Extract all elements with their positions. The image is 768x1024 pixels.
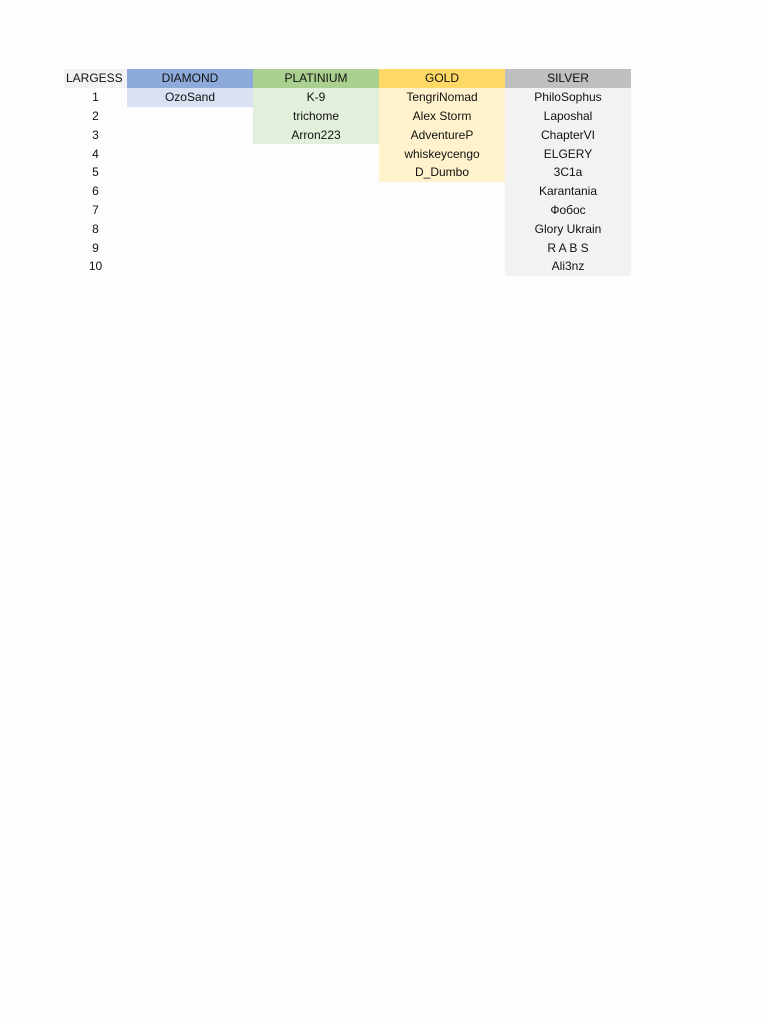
silver-cell: PhiloSophus bbox=[505, 88, 631, 107]
platinum-cell bbox=[253, 144, 379, 163]
diamond-cell bbox=[127, 201, 253, 220]
rank-cell: 8 bbox=[92, 221, 99, 236]
diamond-cell: OzoSand bbox=[127, 88, 253, 107]
platinum-cell bbox=[253, 219, 379, 238]
rank-cell: 2 bbox=[92, 108, 99, 123]
silver-cell: Karantania bbox=[505, 182, 631, 201]
rank-cell: 5 bbox=[92, 165, 99, 180]
gold-cell: AdventureP bbox=[379, 125, 505, 144]
rank-cell: 1 bbox=[92, 90, 99, 105]
platinum-cell: K-9 bbox=[253, 88, 379, 107]
header-silver: SILVER bbox=[505, 69, 631, 88]
gold-cell bbox=[379, 219, 505, 238]
platinum-cell bbox=[253, 163, 379, 182]
platinum-cell: Arron223 bbox=[253, 125, 379, 144]
platinum-cell bbox=[253, 257, 379, 276]
header-largess: LARGESS bbox=[64, 69, 127, 88]
diamond-cell bbox=[127, 107, 253, 126]
silver-cell: Ali3nz bbox=[505, 257, 631, 276]
platinum-cell bbox=[253, 182, 379, 201]
platinum-cell: trichome bbox=[253, 107, 379, 126]
gold-cell: whiskeycengo bbox=[379, 144, 505, 163]
silver-cell: R A B S bbox=[505, 238, 631, 257]
rank-cell: 3 bbox=[92, 127, 99, 142]
diamond-cell bbox=[127, 219, 253, 238]
platinum-cell bbox=[253, 238, 379, 257]
diamond-cell bbox=[127, 163, 253, 182]
silver-cell: 3C1a bbox=[505, 163, 631, 182]
diamond-cell bbox=[127, 257, 253, 276]
silver-cell: ELGERY bbox=[505, 144, 631, 163]
platinum-cell bbox=[253, 201, 379, 220]
silver-cell: Фобос bbox=[505, 201, 631, 220]
silver-cell: ChapterVI bbox=[505, 125, 631, 144]
diamond-cell bbox=[127, 182, 253, 201]
rank-cell: 9 bbox=[92, 240, 99, 255]
gold-cell bbox=[379, 201, 505, 220]
rank-cell: 6 bbox=[92, 184, 99, 199]
gold-cell bbox=[379, 257, 505, 276]
rank-cell: 10 bbox=[88, 259, 103, 274]
header-gold: GOLD bbox=[379, 69, 505, 88]
silver-cell: Laposhal bbox=[505, 107, 631, 126]
silver-cell: Glory Ukrain bbox=[505, 219, 631, 238]
gold-cell: Alex Storm bbox=[379, 107, 505, 126]
diamond-cell bbox=[127, 238, 253, 257]
gold-cell bbox=[379, 182, 505, 201]
diamond-cell bbox=[127, 125, 253, 144]
rank-cell: 4 bbox=[92, 146, 99, 161]
gold-cell: D_Dumbo bbox=[379, 163, 505, 182]
diamond-cell bbox=[127, 144, 253, 163]
largess-table bbox=[64, 69, 631, 276]
header-diamond: DIAMOND bbox=[127, 69, 253, 88]
rank-cell: 7 bbox=[92, 202, 99, 217]
header-platinum: PLATINIUM bbox=[253, 69, 379, 88]
gold-cell bbox=[379, 238, 505, 257]
gold-cell: TengriNomad bbox=[379, 88, 505, 107]
